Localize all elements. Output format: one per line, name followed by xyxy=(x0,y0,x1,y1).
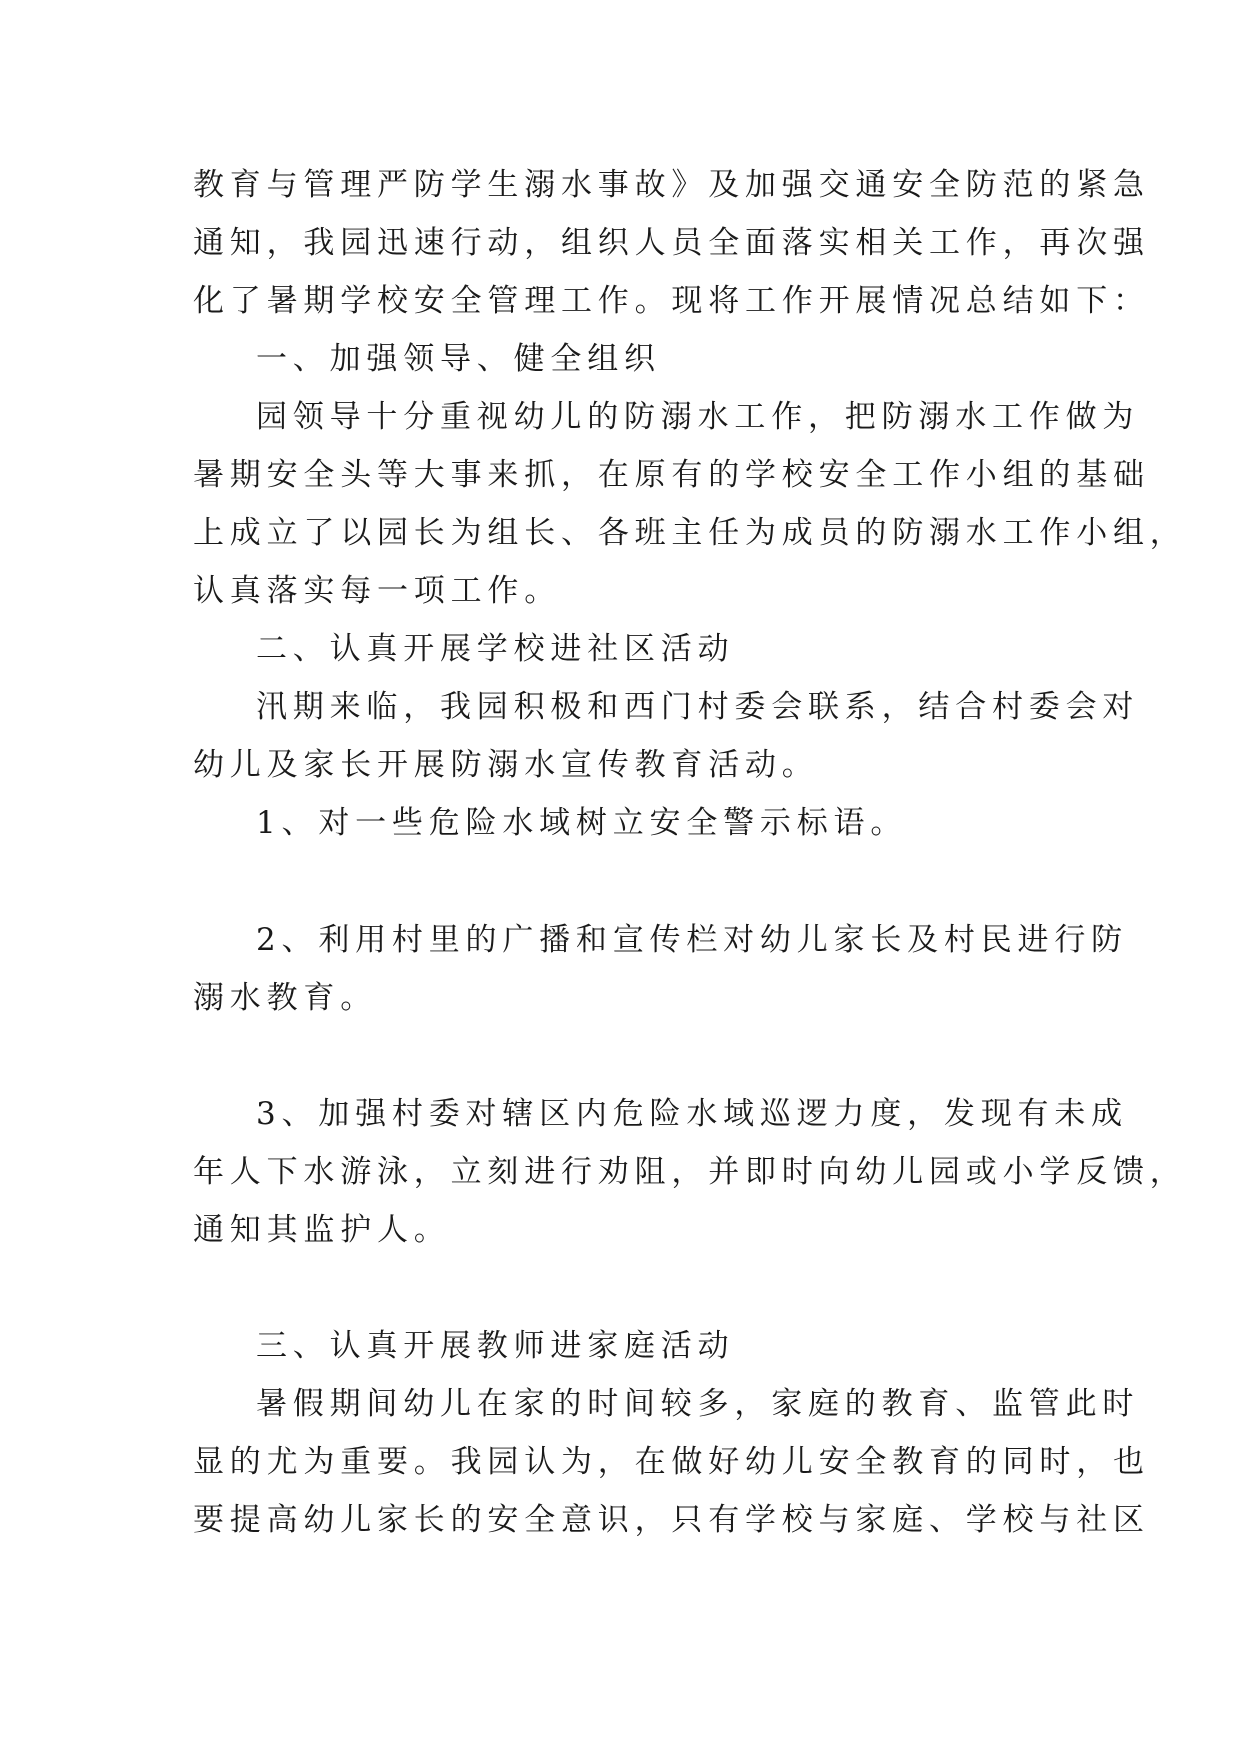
paragraph-line: 上成立了以园长为组长、各班主任为成员的防溺水工作小组， xyxy=(193,515,1187,551)
paragraph-line: 认真落实每一项工作。 xyxy=(193,573,561,609)
list-item: 2、利用村里的广播和宣传栏对幼儿家长及村民进行防 xyxy=(256,922,1128,958)
section-heading: 一、加强领导、健全组织 xyxy=(256,341,661,377)
list-item-continuation: 溺水教育。 xyxy=(193,980,377,1016)
list-item-continuation: 年人下水游泳，立刻进行劝阻，并即时向幼儿园或小学反馈， xyxy=(193,1154,1187,1190)
paragraph-line: 暑假期间幼儿在家的时间较多，家庭的教育、监管此时 xyxy=(256,1386,1140,1422)
paragraph-line: 汛期来临，我园积极和西门村委会联系，结合村委会对 xyxy=(256,689,1140,725)
list-item: 3、加强村委对辖区内危险水域巡逻力度，发现有未成 xyxy=(256,1096,1128,1132)
section-heading: 二、认真开展学校进社区活动 xyxy=(256,631,735,667)
list-item-continuation: 通知其监护人。 xyxy=(193,1212,451,1248)
paragraph-line: 教育与管理严防学生溺水事故》及加强交通安全防范的紧急 xyxy=(193,167,1150,203)
paragraph-line: 显的尤为重要。我园认为，在做好幼儿安全教育的同时，也 xyxy=(193,1444,1150,1480)
section-heading: 三、认真开展教师进家庭活动 xyxy=(256,1328,735,1364)
paragraph-line: 园领导十分重视幼儿的防溺水工作，把防溺水工作做为 xyxy=(256,399,1140,435)
paragraph-line: 通知，我园迅速行动，组织人员全面落实相关工作，再次强 xyxy=(193,225,1150,261)
paragraph-line: 要提高幼儿家长的安全意识，只有学校与家庭、学校与社区 xyxy=(193,1502,1150,1538)
paragraph-line: 化了暑期学校安全管理工作。现将工作开展情况总结如下： xyxy=(193,283,1150,319)
paragraph-line: 暑期安全头等大事来抓，在原有的学校安全工作小组的基础 xyxy=(193,457,1150,493)
list-item: 1、对一些危险水域树立安全警示标语。 xyxy=(256,805,908,841)
paragraph-line: 幼儿及家长开展防溺水宣传教育活动。 xyxy=(193,747,819,783)
